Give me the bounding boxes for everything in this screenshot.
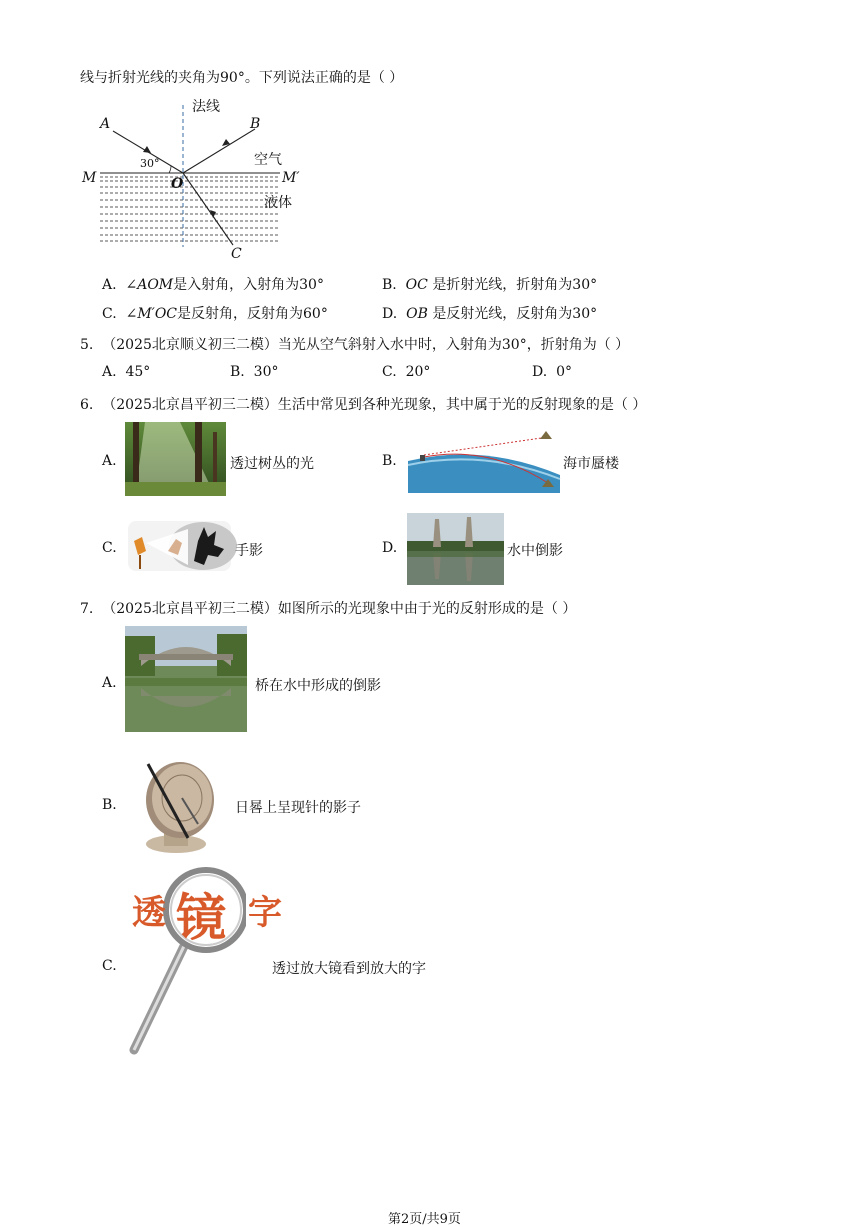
q4-option-c: C. ∠M′OC是反射角，反射角为60° [102,306,328,322]
label-A: A [100,116,111,132]
magnifier-text-left: 透 [132,893,166,933]
label-M: M [82,170,97,186]
q7-option-c-caption: 透过放大镜看到放大的字 [272,961,426,977]
mirage-image [408,425,560,493]
forest-light-image [125,422,226,496]
label-normal: 法线 [192,99,220,115]
q4-option-d: D. OB 是反射光线，反射角为30° [382,306,598,322]
q6-option-d-letter: D. [382,540,398,556]
label-O: O [171,176,184,192]
q6-option-a-caption: 透过树丛的光 [230,456,314,472]
q7-option-b-letter: B. [102,797,117,813]
q7-stem: 7. （2025北京昌平初三二模）如图所示的光现象中由于光的反射形成的是（ ） [80,601,577,617]
q6-option-b-letter: B. [382,453,397,469]
label-angle: 30° [140,157,160,170]
hand-shadow-image [128,521,231,571]
magnifier-text-right: 字 [248,893,282,933]
q6-option-b-caption: 海市蜃楼 [563,456,619,472]
water-reflection-image [407,513,504,585]
q7-option-c-letter: C. [102,958,117,974]
q4-stem: 线与折射光线的夹角为90°。下列说法正确的是（ ） [80,70,404,86]
label-C: C [231,246,242,262]
label-B: B [250,116,261,132]
bridge-reflection-image [125,626,247,732]
q6-option-a-letter: A. [102,453,117,469]
label-air: 空气 [254,152,282,168]
q5-option-d: D. 0° [532,364,573,380]
q7-option-b-caption: 日晷上呈现针的影子 [235,800,361,816]
magnifier-text-center: 镜 [176,889,226,947]
q4-option-b: B. OC 是折射光线，折射角为30° [382,277,598,293]
page-footer: 第2页/共9页 [388,1212,461,1227]
label-liquid: 液体 [264,195,292,211]
q5-option-a: A. 45° [102,364,151,380]
q6-option-d-caption: 水中倒影 [507,543,563,559]
q6-option-c-letter: C. [102,540,117,556]
sundial-image [128,758,220,856]
q5-option-b: B. 30° [230,364,279,380]
q4-option-a: A. ∠AOM是入射角，入射角为30° [102,277,324,293]
label-M-prime: M′ [282,170,300,186]
q5-option-c: C. 20° [382,364,431,380]
q6-option-c-caption: 手影 [235,543,263,559]
q7-option-a-caption: 桥在水中形成的倒影 [255,678,381,694]
refraction-diagram [75,95,315,265]
q6-stem: 6. （2025北京昌平初三二模）生活中常见到各种光现象，其中属于光的反射现象的是（ ） [80,397,647,413]
q5-stem: 5. （2025北京顺义初三二模）当光从空气斜射入水中时，入射角为30°，折射角为（ ） [80,337,630,353]
q7-option-a-letter: A. [102,675,117,691]
